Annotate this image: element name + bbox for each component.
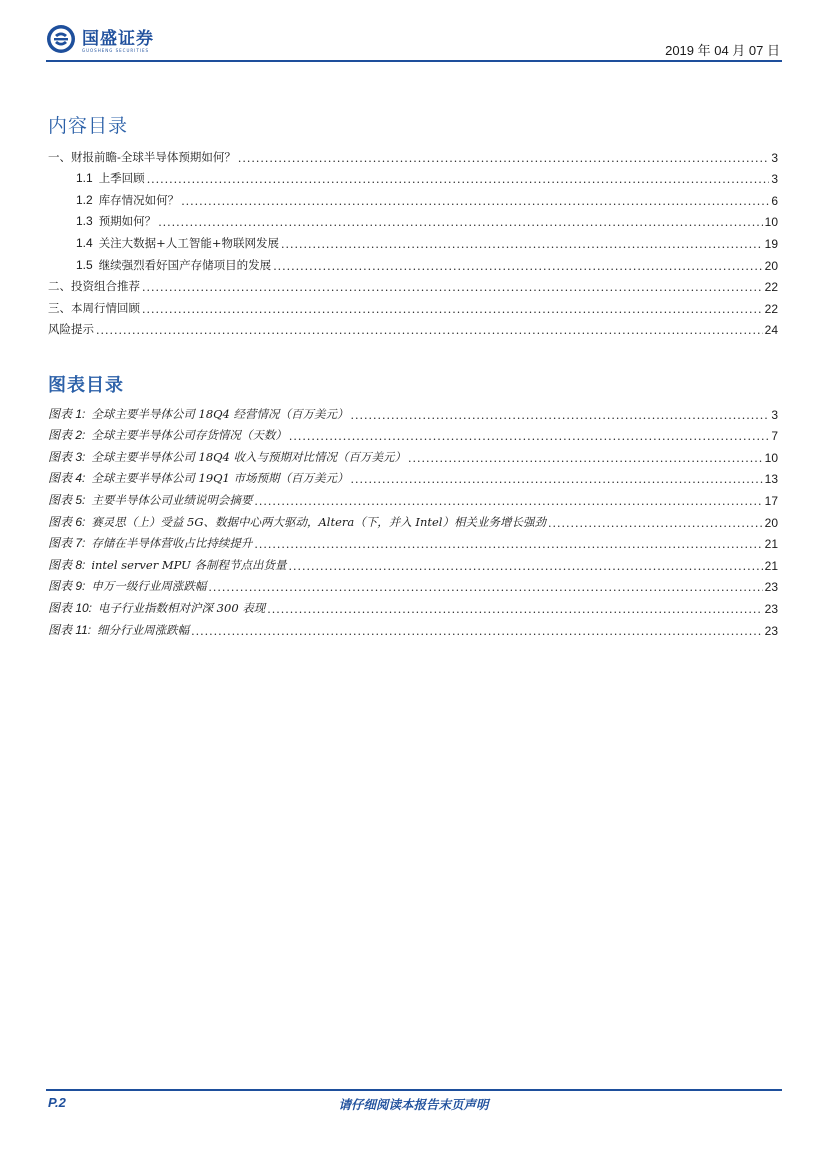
figure-entry[interactable] [48,422,778,444]
toc-entry[interactable] [48,273,778,295]
figure-entry-page: 17 [764,493,778,508]
figure-entry-text: intel server MPU 各制程节点出货量 [91,557,287,572]
figure-entry[interactable] [48,443,778,465]
figure-entry-page: 13 [764,472,778,487]
toc-entry-page: 6 [771,193,778,208]
figure-entry-number: 图表 10: [48,600,93,615]
toc-dot-leader [142,302,763,316]
figure-entry-page: 23 [764,580,778,595]
figure-entry[interactable] [48,594,778,616]
figure-entry-number: 图表 2: [48,428,86,443]
toc-dot-leader [96,323,763,337]
toc-entry-page: 20 [764,258,778,273]
toc-entry[interactable] [48,143,778,165]
toc-entry-text: 一、财报前瞻-全球半导体预期如何？ [48,149,236,164]
toc-dot-leader [158,215,762,229]
toc-entry-number: 1.5 [76,257,93,272]
figure-entry-label [48,599,265,616]
toc-entry-label [48,149,236,165]
page-header [46,24,782,64]
toc-entry[interactable] [48,186,778,208]
figure-entry-text: 申万一级行业周涨跌幅 [91,579,207,594]
figure-entry-text: 全球主要半导体公司 18Q4 收入与预期对比情况（百万美元） [91,449,407,464]
toc-entry-text: 上季回顾 [98,171,145,186]
toc-entry-number: 1.4 [76,235,93,250]
figure-entry-number: 图表 7: [48,536,86,551]
header-divider [46,60,782,62]
figure-entry-number: 图表 9: [48,579,86,594]
toc-entry-text: 二、投资组合推荐 [48,279,140,294]
figure-entry-label [48,491,252,508]
footer-divider [46,1089,782,1091]
figure-entry-label [48,426,287,443]
figure-entry-text: 电子行业指数相对沪深 300 表现 [98,600,266,615]
figure-dot-leader [191,624,763,638]
toc-entry-page: 22 [764,280,778,295]
toc-entry-label [48,170,145,186]
toc-entry-text: 关注大数据+人工智能+物联网发展 [98,235,279,250]
figure-entry-number: 图表 6: [48,514,86,529]
figure-entry[interactable] [48,465,778,487]
figure-dot-leader [267,602,762,616]
brand-subtitle: GUOSHENG SECURITIES [82,48,150,53]
toc-dot-leader [273,259,762,273]
figure-entry-label [48,448,406,465]
toc-dot-leader [181,194,769,208]
toc-entry-number: 1.2 [76,192,93,207]
figure-entry[interactable] [48,616,778,638]
toc-entry-page: 3 [771,150,778,165]
figure-entry-number: 图表 3: [48,449,86,464]
figure-entry-page: 23 [764,601,778,616]
toc-dot-leader [142,280,763,294]
figure-dot-leader [351,408,770,422]
toc-entry-text: 继续强烈看好国产存储项目的发展 [98,257,272,272]
toc-entry-number: 1.3 [76,214,93,229]
toc-entry[interactable] [48,165,778,187]
disclaimer-note: 请仔细阅读本报告末页声明 [338,1097,489,1112]
toc-entry[interactable] [48,208,778,230]
contents-title: 内容目录 [48,115,129,137]
figure-entry[interactable] [48,573,778,595]
figure-entry[interactable] [48,486,778,508]
figure-entry-label [48,513,546,530]
toc-entry-label [48,257,271,273]
toc-entry-page: 24 [764,323,778,338]
toc-entry-label [48,321,94,337]
figure-entry-text: 赛灵思（上）受益 5G、数据中心两大驱动，Altera（下，并入 Intel）相关业务增长强劲 [91,514,546,529]
figure-entry-text: 细分行业周涨跌幅 [97,622,190,637]
figure-entry-page: 20 [764,515,778,530]
toc-entry-number: 1.1 [76,171,93,186]
toc-entry-text: 风险提示 [48,322,94,337]
toc-entry-page: 19 [764,236,778,251]
figure-dot-leader [351,472,763,486]
figure-entry-label [48,621,189,638]
figure-entry-label [48,556,287,573]
toc-entry-label [48,192,179,208]
figure-entry-text: 存储在半导体营收占比持续提升 [91,536,253,551]
toc-entry-text: 三、本周行情回顾 [48,300,140,315]
figure-entry-text: 全球主要半导体公司 19Q1 市场预期（百万美元） [91,471,349,486]
toc-entry-label [48,213,156,229]
toc-entry-text: 库存情况如何？ [98,192,180,207]
toc-entry[interactable] [48,316,778,338]
figure-dot-leader [408,451,763,465]
toc-dot-leader [147,172,770,186]
figure-entry[interactable] [48,400,778,422]
figures-title: 图表目录 [48,375,124,396]
figure-entry-page: 21 [764,537,778,552]
figure-entry-label [48,469,349,486]
report-date: 2019 年 04 月 07 日 [665,43,780,58]
toc-entry-label [48,235,279,251]
figure-entry-page: 7 [771,429,778,444]
toc-entry[interactable] [48,251,778,273]
figure-entry-number: 图表 4: [48,471,86,486]
figure-entry-page: 3 [771,407,778,422]
figure-entry[interactable] [48,530,778,552]
toc-entry-page: 10 [764,215,778,230]
guosheng-logo-icon [46,24,76,54]
figure-entry-number: 图表 1: [48,406,86,421]
figure-entry-text: 全球主要半导体公司存货情况（天数） [91,428,287,443]
figure-entry-label [48,534,252,551]
figure-dot-leader [254,494,762,508]
toc-entry-page: 3 [771,172,778,187]
figure-entry-number: 图表 5: [48,492,86,507]
figure-entry-page: 23 [764,623,778,638]
figures-list [48,400,778,638]
figure-entry-number: 图表 11: [48,622,92,637]
toc-entry[interactable] [48,294,778,316]
figure-dot-leader [548,516,763,530]
page-number: P.2 [48,1095,66,1110]
figure-entry-page: 10 [764,450,778,465]
figure-dot-leader [289,559,763,573]
figure-dot-leader [208,580,762,594]
figure-dot-leader [254,537,762,551]
figure-entry-label [48,405,349,422]
figure-dot-leader [289,429,769,443]
toc-entry-label [48,278,140,294]
contents-list [48,143,778,337]
toc-entry-text: 预期如何？ [98,214,157,229]
toc-entry-page: 22 [764,301,778,316]
toc-dot-leader [281,237,763,251]
brand-name: 国盛证券 [82,29,154,49]
figure-entry[interactable] [48,551,778,573]
figure-entry-label [48,577,206,594]
figure-entry[interactable] [48,508,778,530]
figure-entry-text: 主要半导体公司业绩说明会摘要 [91,492,253,507]
figure-entry-page: 21 [764,558,778,573]
figure-entry-text: 全球主要半导体公司 18Q4 经营情况（百万美元） [91,406,349,421]
toc-entry-label [48,300,140,316]
figure-entry-number: 图表 8: [48,557,86,572]
toc-dot-leader [238,151,769,165]
toc-entry[interactable] [48,229,778,251]
